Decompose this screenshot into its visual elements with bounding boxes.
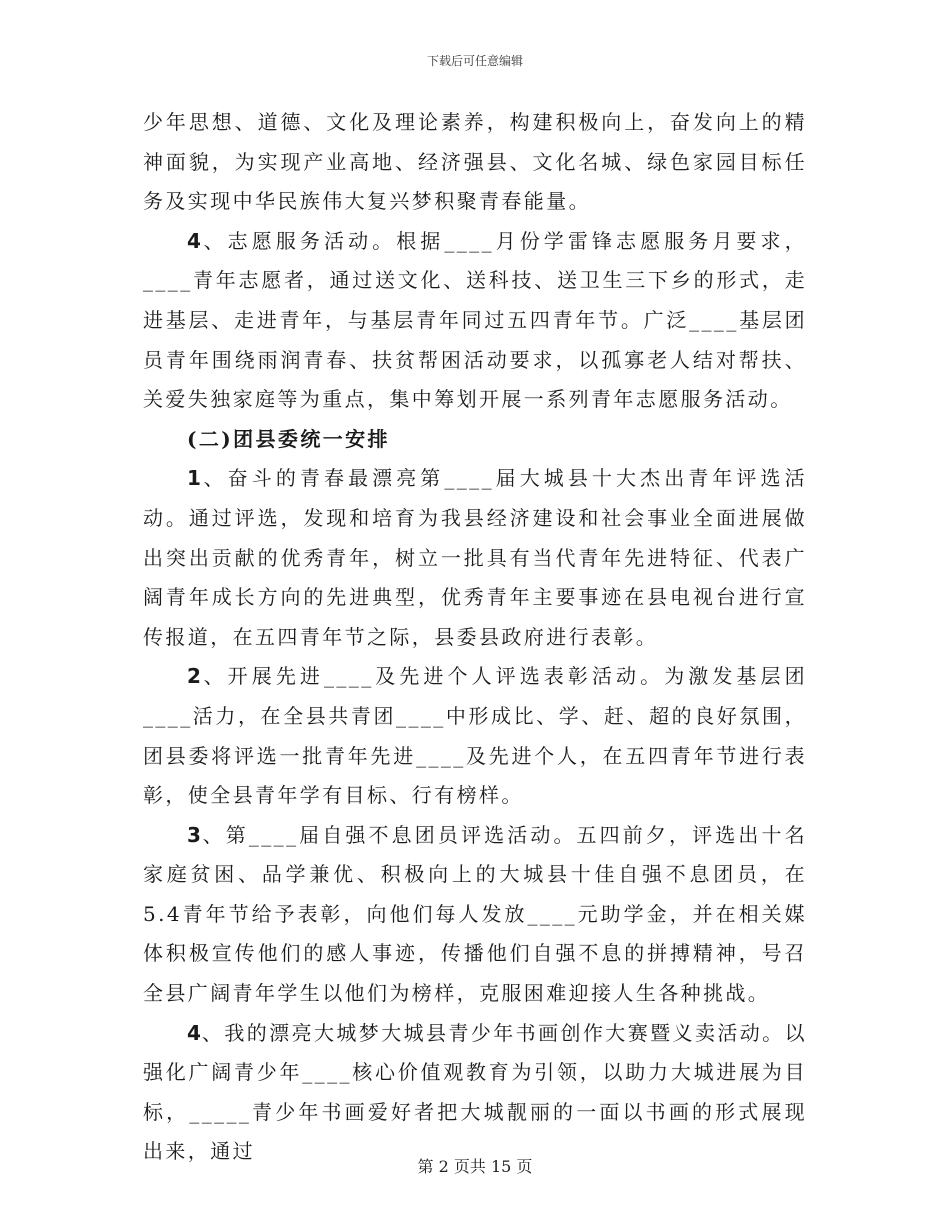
section-heading: (二)团县委统一安排 <box>187 426 390 451</box>
paragraph-text: 、开展先进____及先进个人评选表彰活动。为激发基层团____活力，在全县共青团____中形成比、学、赶、超的良好氛围，团县委将评选一批青年先进____及先进个人，在五四青年节进行表彰，使全县青年学有目标、行有榜样。 <box>143 664 807 808</box>
paragraph-continuation <box>143 103 807 222</box>
paragraph-number: 1 <box>187 466 202 491</box>
document-body <box>143 103 807 1172</box>
page-header-note: 下载后可任意编辑 <box>426 54 523 68</box>
paragraph-text: 少年思想、道德、文化及理论素养，构建积极向上，奋发向上的精神面貌，为实现产业高地、经济强县、文化名城、绿色家园目标任务及实现中华民族伟大复兴梦积聚青春能量。 <box>143 110 807 214</box>
paragraph-number: 4 <box>187 1020 202 1045</box>
paragraph-text: 、第____届自强不息团员评选活动。五四前夕，评选出十名家庭贫困、品学兼优、积极向上的大城县十佳自强不息团员，在5.4青年节给予表彰，向他们每人发放____元助学金，并在相关媒体积极宣传他们的感人事迹，传播他们自强不息的拼搏精神，号召全县广阔青年学生以他们为榜样，克服困难迎接人生各种挑战。 <box>143 822 807 1006</box>
paragraph-item-1-youth-award <box>143 459 807 657</box>
paragraph-text: 、奋斗的青春最漂亮第____届大城县十大杰出青年评选活动。通过评选，发现和培育为我县经济建设和社会事业全面进展做出突出贡献的优秀青年，树立一批具有当代青年先进特征、代表广阔青年成长方向的先进典型，优秀青年主要事迹在县电视台进行宣传报道，在五四青年节之际，县委县政府进行表彰。 <box>143 466 807 649</box>
paragraph-item-3-self-improvement <box>143 816 807 1014</box>
paragraph-number: 4 <box>187 228 202 253</box>
paragraph-item-2-advanced-selection <box>143 657 807 815</box>
paragraph-item-4-calligraphy-contest <box>143 1014 807 1172</box>
paragraph-number: 3 <box>187 822 202 847</box>
paragraph-text: 、我的漂亮大城梦大城县青少年书画创作大赛暨义卖活动。以强化广阔青少年____核心价值观教育为引领，以助力大城进展为目标，_____青少年书画爱好者把大城靓丽的一面以书画的形式展现出来，通过 <box>143 1020 807 1164</box>
paragraph-text: 、志愿服务活动。根据____月份学雷锋志愿服务月要求，____青年志愿者，通过送文化、送科技、送卫生三下乡的形式，走进基层、走进青年，与基层青年同过五四青年节。广泛____基层团员青年围绕雨润青春、扶贫帮困活动要求，以孤寡老人结对帮扶、关爱失独家庭等为重点，集中筹划开展一系列青年志愿服务活动。 <box>143 228 807 412</box>
paragraph-number: 2 <box>187 664 202 689</box>
paragraph-item-4-volunteer <box>143 222 807 420</box>
page-number-footer: 第 2 页共 15 页 <box>417 1157 533 1176</box>
